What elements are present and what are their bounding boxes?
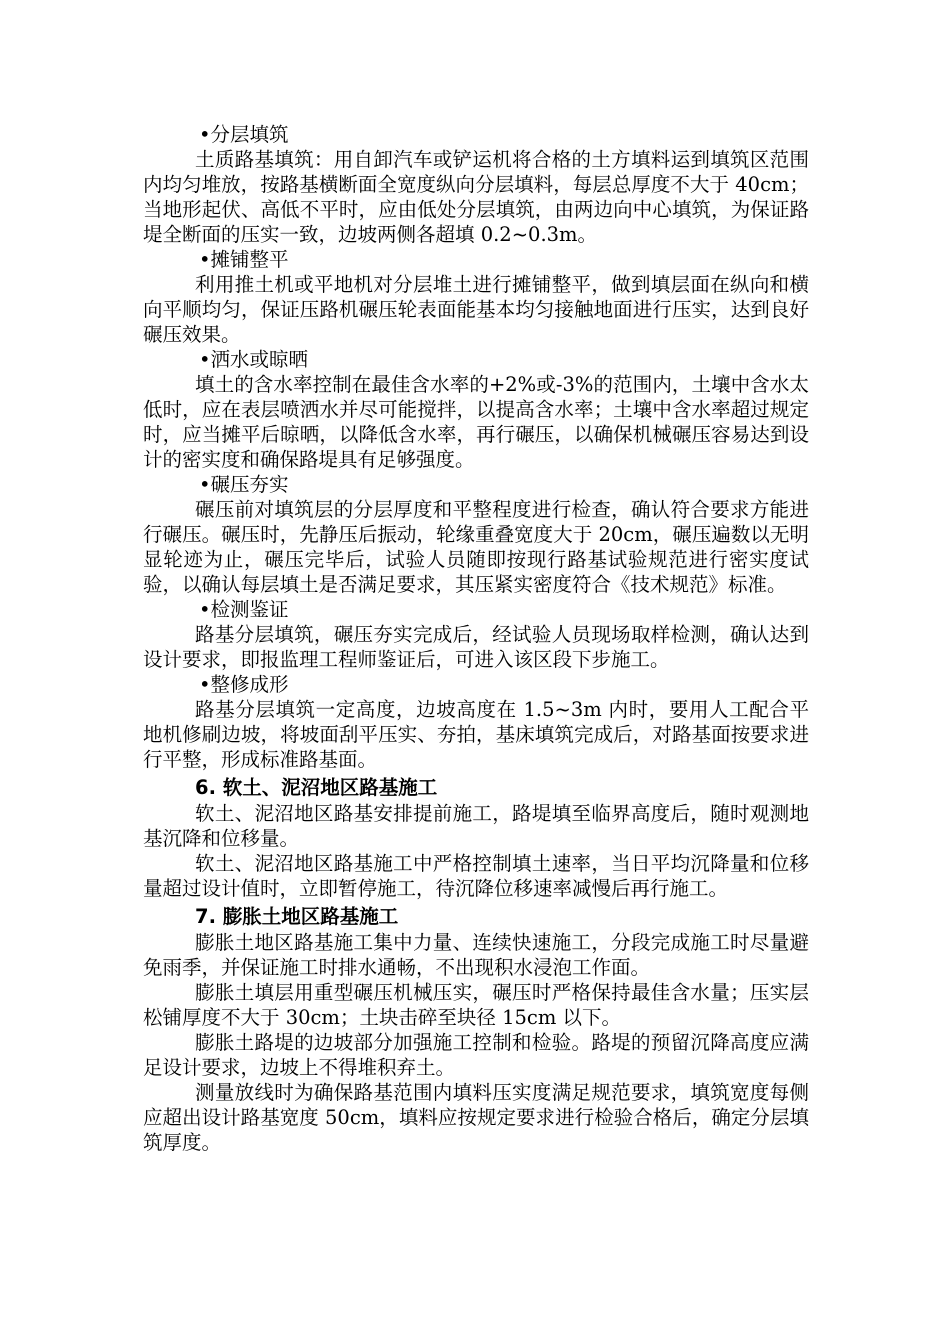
subheading-layered-filling: •分层填筑 (199, 123, 289, 146)
paragraph-compaction: 碾压前对填筑层的分层厚度和平整程度进行检查，确认符合要求方能进行碾压。碾压时，先静压后振动，轮缘重叠宽度大于 20cm，碾压遍数以无明显轮迹为止，碾压完毕后，试验人员随即按现行路基试验规范进行密实度试验，以确认每层填土是否满足要求，其压紧实密度符合《技术规范》标准。 (143, 498, 809, 596)
paragraph-expansive-soil-4: 测量放线时为确保路基范围内填料压实度满足规范要求，填筑宽度每侧应超出设计路基宽度 50cm，填料应按规定要求进行检验合格后，确定分层填筑厚度。 (143, 1081, 809, 1154)
paragraph-inspection: 路基分层填筑，碾压夯实完成后，经试验人员现场取样检测，确认达到设计要求，即报监理工程师鉴证后，可进入该区段下步施工。 (143, 623, 809, 671)
section-heading-expansive-soil: 7. 膨胀土地区路基施工 (195, 905, 399, 928)
paragraph-trimming: 路基分层填筑一定高度，边坡高度在 1.5~3m 内时，要用人工配合平地机修刷边坡，将坡面刮平压实、夯拍，基床填筑完成后，对路基面按要求进行平整，形成标准路基面。 (143, 698, 809, 771)
paragraph-soft-soil-1: 软土、泥沼地区路基安排提前施工，路堤填至临界高度后，随时观测地基沉降和位移量。 (143, 802, 809, 850)
section-heading-soft-soil: 6. 软土、泥沼地区路基施工 (195, 776, 438, 799)
paragraph-soft-soil-2: 软土、泥沼地区路基施工中严格控制填土速率，当日平均沉降量和位移量超过设计值时，立即暂停施工，待沉降位移速率减慢后再行施工。 (143, 852, 809, 900)
paragraph-expansive-soil-1: 膨胀土地区路基施工集中力量、连续快速施工，分段完成施工时尽量避免雨季，并保证施工时排水通畅，不出现积水浸泡工作面。 (143, 931, 809, 979)
paragraph-spreading: 利用推土机或平地机对分层堆土进行摊铺整平，做到填层面在纵向和横向平顺均匀，保证压路机碾压轮表面能基本均匀接触地面进行压实，达到良好碾压效果。 (143, 273, 809, 346)
paragraph-expansive-soil-2: 膨胀土填层用重型碾压机械压实，碾压时严格保持最佳含水量；压实层松铺厚度不大于 30cm；土块击碎至块径 15cm 以下。 (143, 981, 809, 1029)
subheading-compaction: •碾压夯实 (199, 473, 289, 496)
paragraph-expansive-soil-3: 膨胀土路堤的边坡部分加强施工控制和检验。路堤的预留沉降高度应满足设计要求，边坡上不得堆积弃土。 (143, 1031, 809, 1079)
subheading-spreading: •摊铺整平 (199, 248, 289, 271)
subheading-trimming: •整修成形 (199, 673, 289, 696)
subheading-inspection: •检测鉴证 (199, 598, 289, 621)
paragraph-layered-filling: 土质路基填筑：用自卸汽车或铲运机将合格的土方填料运到填筑区范围内均匀堆放，按路基横断面全宽度纵向分层填料，每层总厚度不大于 40cm；当地形起伏、高低不平时，应由低处分层填筑，由两边向中心填筑，为保证路堤全断面的压实一致，边坡两侧各超填 0.2~0.3m。 (143, 148, 809, 246)
subheading-watering: •洒水或晾晒 (199, 348, 309, 371)
document-page (143, 122, 809, 1155)
paragraph-watering: 填土的含水率控制在最佳含水率的+2%或-3%的范围内，土壤中含水太低时，应在表层喷洒水并尽可能搅拌，以提高含水率；土壤中含水率超过规定时，应当摊平后晾晒，以降低含水率，再行碾压，以确保机械碾压容易达到设计的密实度和确保路堤具有足够强度。 (143, 373, 809, 471)
